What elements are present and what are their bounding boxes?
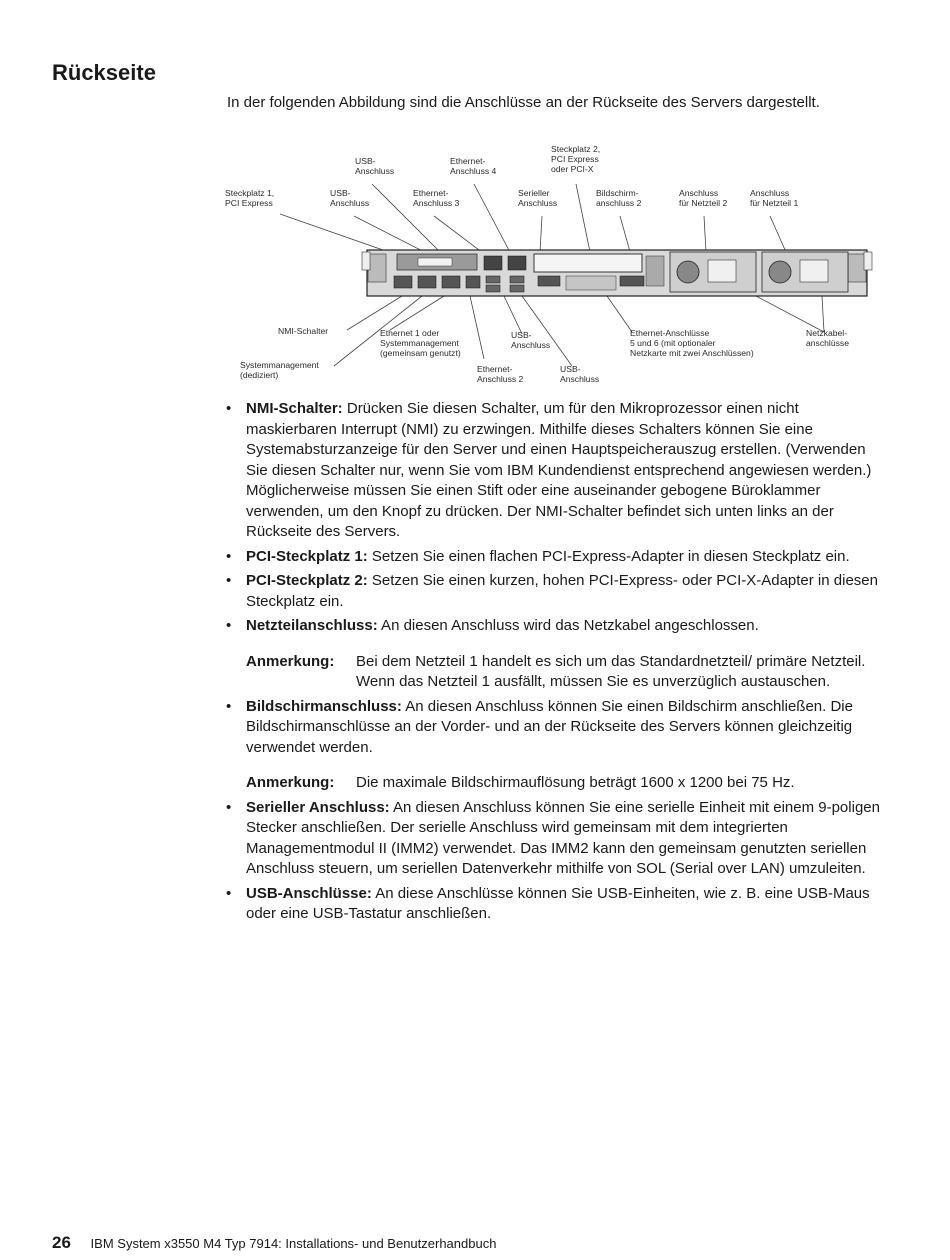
bullet-icon: • — [226, 798, 232, 816]
callout-line: anschlüsse — [806, 338, 849, 348]
callout-line: Ethernet 1 oder — [380, 328, 440, 338]
callout-line: Steckplatz 1, — [225, 188, 275, 198]
description: An diesen Anschluss können Sie eine serielle Einheit mit einem 9-poligen Stecker anschließen. Der serielle Anschluss wird gemeinsam mit dem integrierten Managementmodul II (IMM2) verwendet. Das IMM2 kann den gemeinsam genutzten seriellen Anschluss steuern, um seriellen Datenverkehr mithilfe von SOL (Serial over LAN) umzuleiten. — [246, 798, 880, 877]
bottom-callout-label — [477, 364, 524, 384]
callout-line: Anschluss — [560, 374, 600, 384]
bottom-callout-label — [278, 326, 328, 336]
top-callout-label — [596, 188, 642, 208]
callout-line: (gemeinsam genutzt) — [380, 348, 461, 358]
callout-line: anschluss 2 — [596, 198, 642, 208]
bottom-callout-label — [806, 328, 849, 348]
book-title: IBM System x3550 M4 Typ 7914: Installations- und Benutzerhandbuch — [90, 1236, 497, 1251]
list-item — [225, 547, 880, 568]
display-note — [246, 773, 880, 794]
top-callout-label — [330, 188, 369, 208]
bullet-icon: • — [226, 400, 232, 417]
description: Setzen Sie einen kurzen, hohen PCI-Express- oder PCI-X-Adapter in diesen Steckplatz ein. — [246, 572, 878, 610]
server-chassis — [362, 250, 872, 296]
term: USB-Anschlüsse: — [246, 884, 372, 902]
callout-line: Ethernet- — [413, 188, 449, 198]
description: Drücken Sie diesen Schalter, um für den Mikroprozessor einen nicht maskierbaren Interrupt (NMI) zu erzwingen. Mithilfe dieses Schalters können Sie eine Systemabsturzanzeige für den Server und einen Hauptspeicherauszug erstellen. (Verwenden Sie diesen Schalter nur, wenn Sie vom IBM Kundendienst entsprechend angewiesen werden.) Möglicherweise müssen Sie einen Stift oder eine auseinander gebogene Büroklammer verwenden, um den Knopf zu drücken. Der NMI-Schalter befindet sich unten links an der Rückseite des Servers. — [246, 400, 872, 540]
callout-line: USB- — [511, 330, 532, 340]
bullet-icon: • — [226, 547, 232, 565]
callout-line: für Netzteil 1 — [750, 198, 799, 208]
top-callout-label — [679, 188, 727, 208]
list-item — [225, 697, 880, 794]
callout-line: Serieller — [518, 188, 550, 198]
top-callout-label — [450, 156, 497, 176]
callout-line: Anschluss 2 — [477, 374, 524, 384]
term: Bildschirmanschluss: — [246, 697, 402, 715]
callout-line: USB- — [330, 188, 351, 198]
callout-line: USB- — [355, 156, 376, 166]
section-heading: Rückseite — [52, 60, 156, 85]
callout-line: für Netzteil 2 — [679, 198, 728, 208]
top-callout-label — [750, 188, 798, 208]
bottom-callout-label — [630, 328, 754, 358]
note-label: Anmerkung: — [246, 652, 335, 670]
bullet-icon: • — [226, 884, 232, 902]
bottom-callout-label — [560, 364, 599, 384]
note-text: Die maximale Bildschirmauflösung beträgt 1600 x 1200 bei 75 Hz. — [356, 774, 795, 791]
list-item — [225, 798, 880, 880]
callout-line: PCI Express — [225, 198, 273, 208]
callout-line: Anschluss — [518, 198, 558, 208]
note-label: Anmerkung: — [246, 774, 335, 791]
callout-line: Anschluss 3 — [413, 198, 460, 208]
description: An diese Anschlüsse können Sie USB-Einheiten, wie z. B. eine USB-Maus oder eine USB-Tastatur anschließen. — [246, 884, 870, 922]
callout-line: Ethernet-Anschlüsse — [630, 328, 710, 338]
callout-line: NMI-Schalter — [278, 326, 329, 336]
top-callout-label — [225, 188, 274, 208]
callout-line: Netzkabel- — [806, 328, 848, 338]
callout-line: Systemmanagement — [380, 338, 459, 348]
term: Netzteilanschluss: — [246, 617, 378, 634]
bottom-callout-label — [240, 360, 319, 380]
bottom-callout-label — [380, 328, 461, 358]
server-rear-diagram — [222, 144, 874, 392]
callout-line: Anschluss — [511, 340, 551, 350]
rear-view-figure — [222, 144, 874, 392]
callout-line: Anschluss — [355, 166, 395, 176]
callout-line: Ethernet- — [477, 364, 513, 374]
top-callout-label — [413, 188, 460, 208]
bullet-icon: • — [226, 617, 232, 634]
top-callout-label — [355, 156, 394, 176]
callout-line: Netzkarte mit zwei Anschlüssen) — [630, 348, 754, 358]
description: An diesen Anschluss wird das Netzkabel angeschlossen. — [377, 617, 759, 634]
term: NMI-Schalter: — [246, 400, 343, 417]
term: Serieller Anschluss: — [246, 798, 390, 816]
callout-line: Systemmanagement — [240, 360, 319, 370]
list-item — [225, 884, 880, 925]
connector-list — [225, 399, 880, 929]
page-footer — [52, 1233, 496, 1253]
term: PCI-Steckplatz 1: — [246, 547, 368, 565]
callout-line: PCI Express — [551, 154, 599, 164]
top-callout-label — [518, 188, 557, 208]
callout-line: 5 und 6 (mit optionaler — [630, 338, 716, 348]
callout-line: Anschluss — [330, 198, 370, 208]
page-number: 26 — [52, 1233, 71, 1252]
top-callout-label — [551, 144, 600, 174]
bullet-icon: • — [226, 697, 232, 715]
callout-line: USB- — [560, 364, 581, 374]
callout-line: Bildschirm- — [596, 188, 639, 198]
bottom-callout-label — [511, 330, 550, 350]
list-item — [225, 616, 880, 693]
callout-line: (dediziert) — [240, 370, 279, 380]
note-text: Bei dem Netzteil 1 handelt es sich um das Standardnetzteil/ primäre Netzteil. Wenn das Netzteil 1 ausfällt, müssen Sie es unverzüglich austauschen. — [356, 652, 866, 690]
bullet-icon: • — [226, 572, 232, 589]
intro-paragraph: In der folgenden Abbildung sind die Anschlüsse an der Rückseite des Servers dargestellt. — [227, 94, 820, 111]
power-note — [246, 652, 880, 693]
callout-line: Steckplatz 2, — [551, 144, 601, 154]
callout-line: Anschluss — [750, 188, 790, 198]
term: PCI-Steckplatz 2: — [246, 572, 368, 589]
callout-line: oder PCI-X — [551, 164, 594, 174]
list-item — [225, 571, 880, 612]
list-item — [225, 399, 880, 543]
callout-line: Anschluss 4 — [450, 166, 497, 176]
callout-line: Anschluss — [679, 188, 719, 198]
callout-line: Ethernet- — [450, 156, 486, 166]
description: Setzen Sie einen flachen PCI-Express-Adapter in diesen Steckplatz ein. — [367, 547, 850, 565]
description: An diesen Anschluss können Sie einen Bildschirm anschließen. Die Bildschirmanschlüsse an der Vorder- und an der Rückseite des Servers können gleichzeitig verwendet werden. — [246, 697, 853, 756]
